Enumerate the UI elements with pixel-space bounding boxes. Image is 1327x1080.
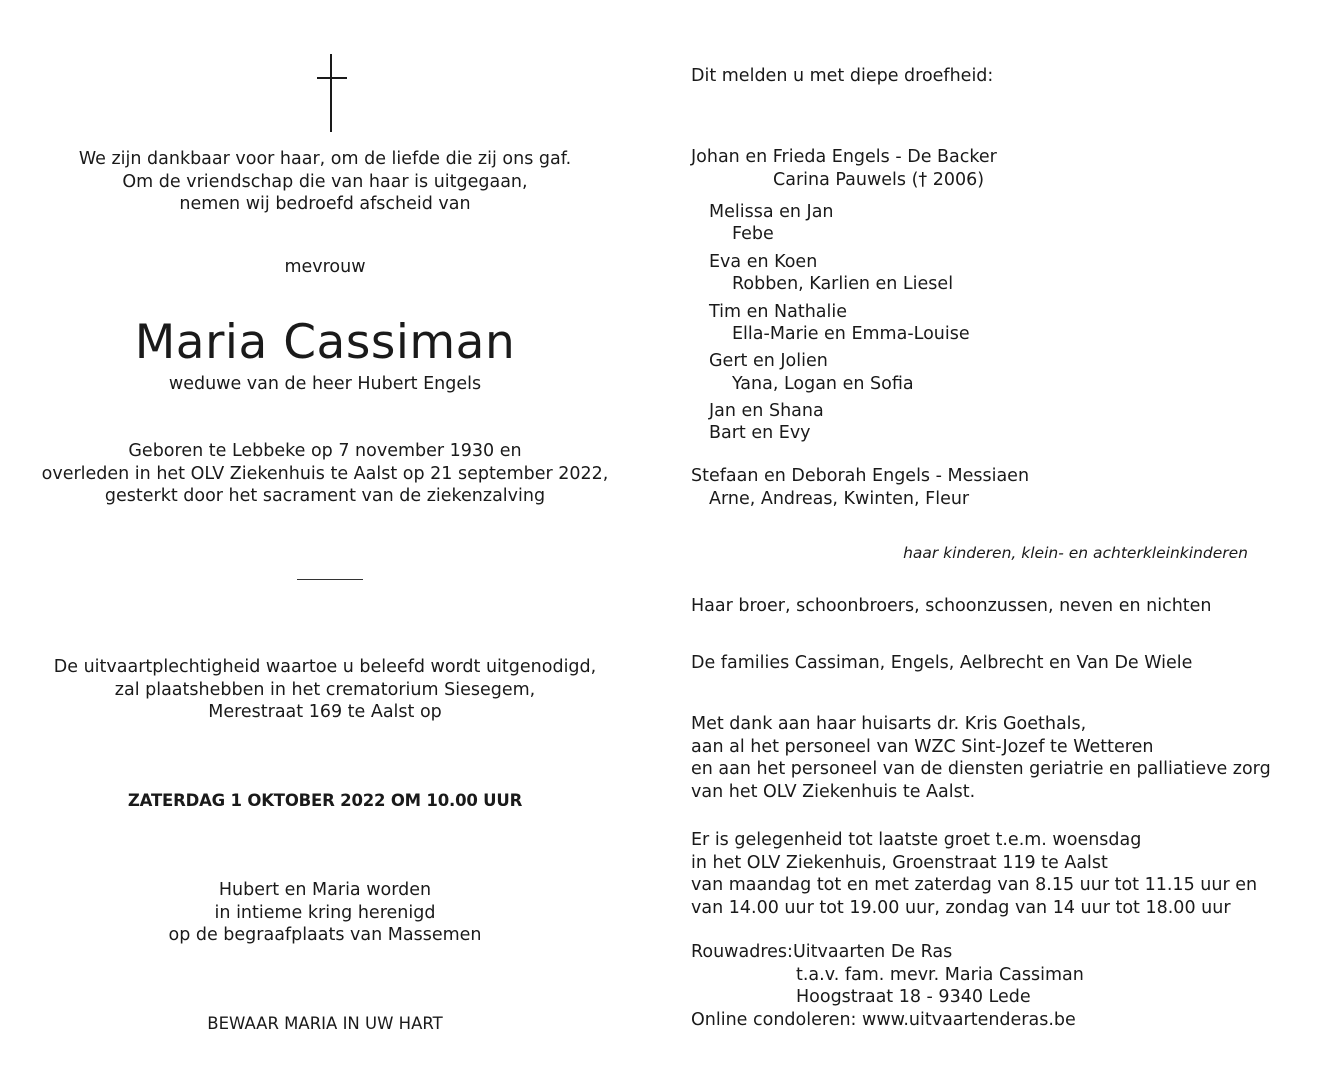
reunion-line: Hubert en Maria worden — [218, 880, 432, 900]
family-member: Melissa en Jan — [709, 202, 834, 222]
birth-death-info — [0, 440, 650, 508]
announcement-intro: Dit melden u met diepe droefheid: — [691, 66, 994, 86]
poem-line: Om de vriendschap die van haar is uitgegaan, — [122, 171, 528, 192]
families-line: De families Cassiman, Engels, Aelbrecht en Van De Wiele — [691, 653, 1193, 673]
address-line: t.a.v. fam. mevr. Maria Cassiman — [796, 965, 1084, 985]
info-line: gesterkt door het sacrament van de ziekenzalving — [104, 486, 546, 506]
family-member: Febe — [732, 224, 774, 244]
thanks-paragraph — [691, 713, 1271, 803]
visitation-info — [691, 829, 1257, 919]
reunion-line: op de begraafplaats van Massemen — [168, 925, 482, 945]
poem-line: nemen wij bedroefd afscheid van — [179, 194, 471, 214]
address-label: Rouwadres: — [691, 942, 793, 962]
thanks-line: van het OLV Ziekenhuis te Aalst. — [691, 781, 976, 802]
visit-line: van 14.00 uur tot 19.00 uur, zondag van 14 uur tot 18.00 uur — [691, 897, 1231, 918]
family-member: Robben, Karlien en Liesel — [732, 274, 954, 294]
family-member: Gert en Jolien — [709, 351, 828, 371]
funeral-invitation — [0, 656, 650, 724]
divider-line — [297, 579, 363, 580]
relation-caption: haar kinderen, klein- en achterkleinkinderen — [903, 544, 1248, 562]
family-member: Stefaan en Deborah Engels - Messiaen — [691, 466, 1030, 486]
visit-line: Er is gelegenheid tot laatste groet t.e.m. woensdag — [691, 830, 1142, 850]
siblings-line: Haar broer, schoonbroers, schoonzussen, neven en nichten — [691, 596, 1212, 616]
address-line: Uitvaarten De Ras — [793, 942, 953, 962]
info-line: overleden in het OLV Ziekenhuis te Aalst op 21 september 2022, — [41, 463, 609, 484]
family-member: Bart en Evy — [709, 423, 811, 443]
family-member: Eva en Koen — [709, 252, 818, 272]
family-member: Ella-Marie en Emma-Louise — [732, 324, 970, 344]
visit-line: in het OLV Ziekenhuis, Groenstraat 119 te Aalst — [691, 852, 1108, 873]
family-member: Tim en Nathalie — [709, 302, 848, 322]
visit-line: van maandag tot en met zaterdag van 8.15 uur tot 11.15 uur en — [691, 875, 1258, 895]
reunion-text — [0, 879, 650, 947]
invitation-line: De uitvaartplechtigheid waartoe u beleefd wordt uitgenodigd, — [53, 657, 597, 677]
address-line: Hoogstraat 18 - 9340 Lede — [796, 987, 1031, 1007]
funeral-date: ZATERDAG 1 OKTOBER 2022 OM 10.00 UUR — [127, 791, 523, 810]
thanks-line: aan al het personeel van WZC Sint-Jozef te Wetteren — [691, 736, 1154, 757]
family-member: Arne, Andreas, Kwinten, Fleur — [709, 489, 970, 509]
family-member: Jan en Shana — [709, 401, 824, 421]
memorial-poem — [0, 148, 650, 216]
deceased-name: Maria Cassiman — [134, 315, 516, 370]
family-member: Carina Pauwels († 2006) — [773, 170, 985, 190]
thanks-line: en aan het personeel van de diensten geriatrie en palliatieve zorg — [691, 759, 1271, 779]
family-member: Johan en Frieda Engels - De Backer — [691, 147, 997, 167]
online-condolences: Online condoleren: www.uitvaartenderas.be — [691, 1010, 1076, 1030]
closing-line: BEWAAR MARIA IN UW HART — [207, 1014, 443, 1033]
invitation-line: zal plaatshebben in het crematorium Siesegem, — [114, 679, 536, 700]
poem-line: We zijn dankbaar voor haar, om de liefde die zij ons gaf. — [78, 149, 572, 169]
invitation-line: Merestraat 169 te Aalst op — [208, 702, 442, 722]
honorific: mevrouw — [284, 257, 366, 277]
thanks-line: Met dank aan haar huisarts dr. Kris Goethals, — [691, 714, 1087, 734]
info-line: Geboren te Lebbeke op 7 november 1930 en — [128, 441, 522, 461]
family-member: Yana, Logan en Sofia — [732, 374, 914, 394]
widow-line: weduwe van de heer Hubert Engels — [168, 374, 482, 394]
reunion-line: in intieme kring herenigd — [214, 902, 436, 923]
